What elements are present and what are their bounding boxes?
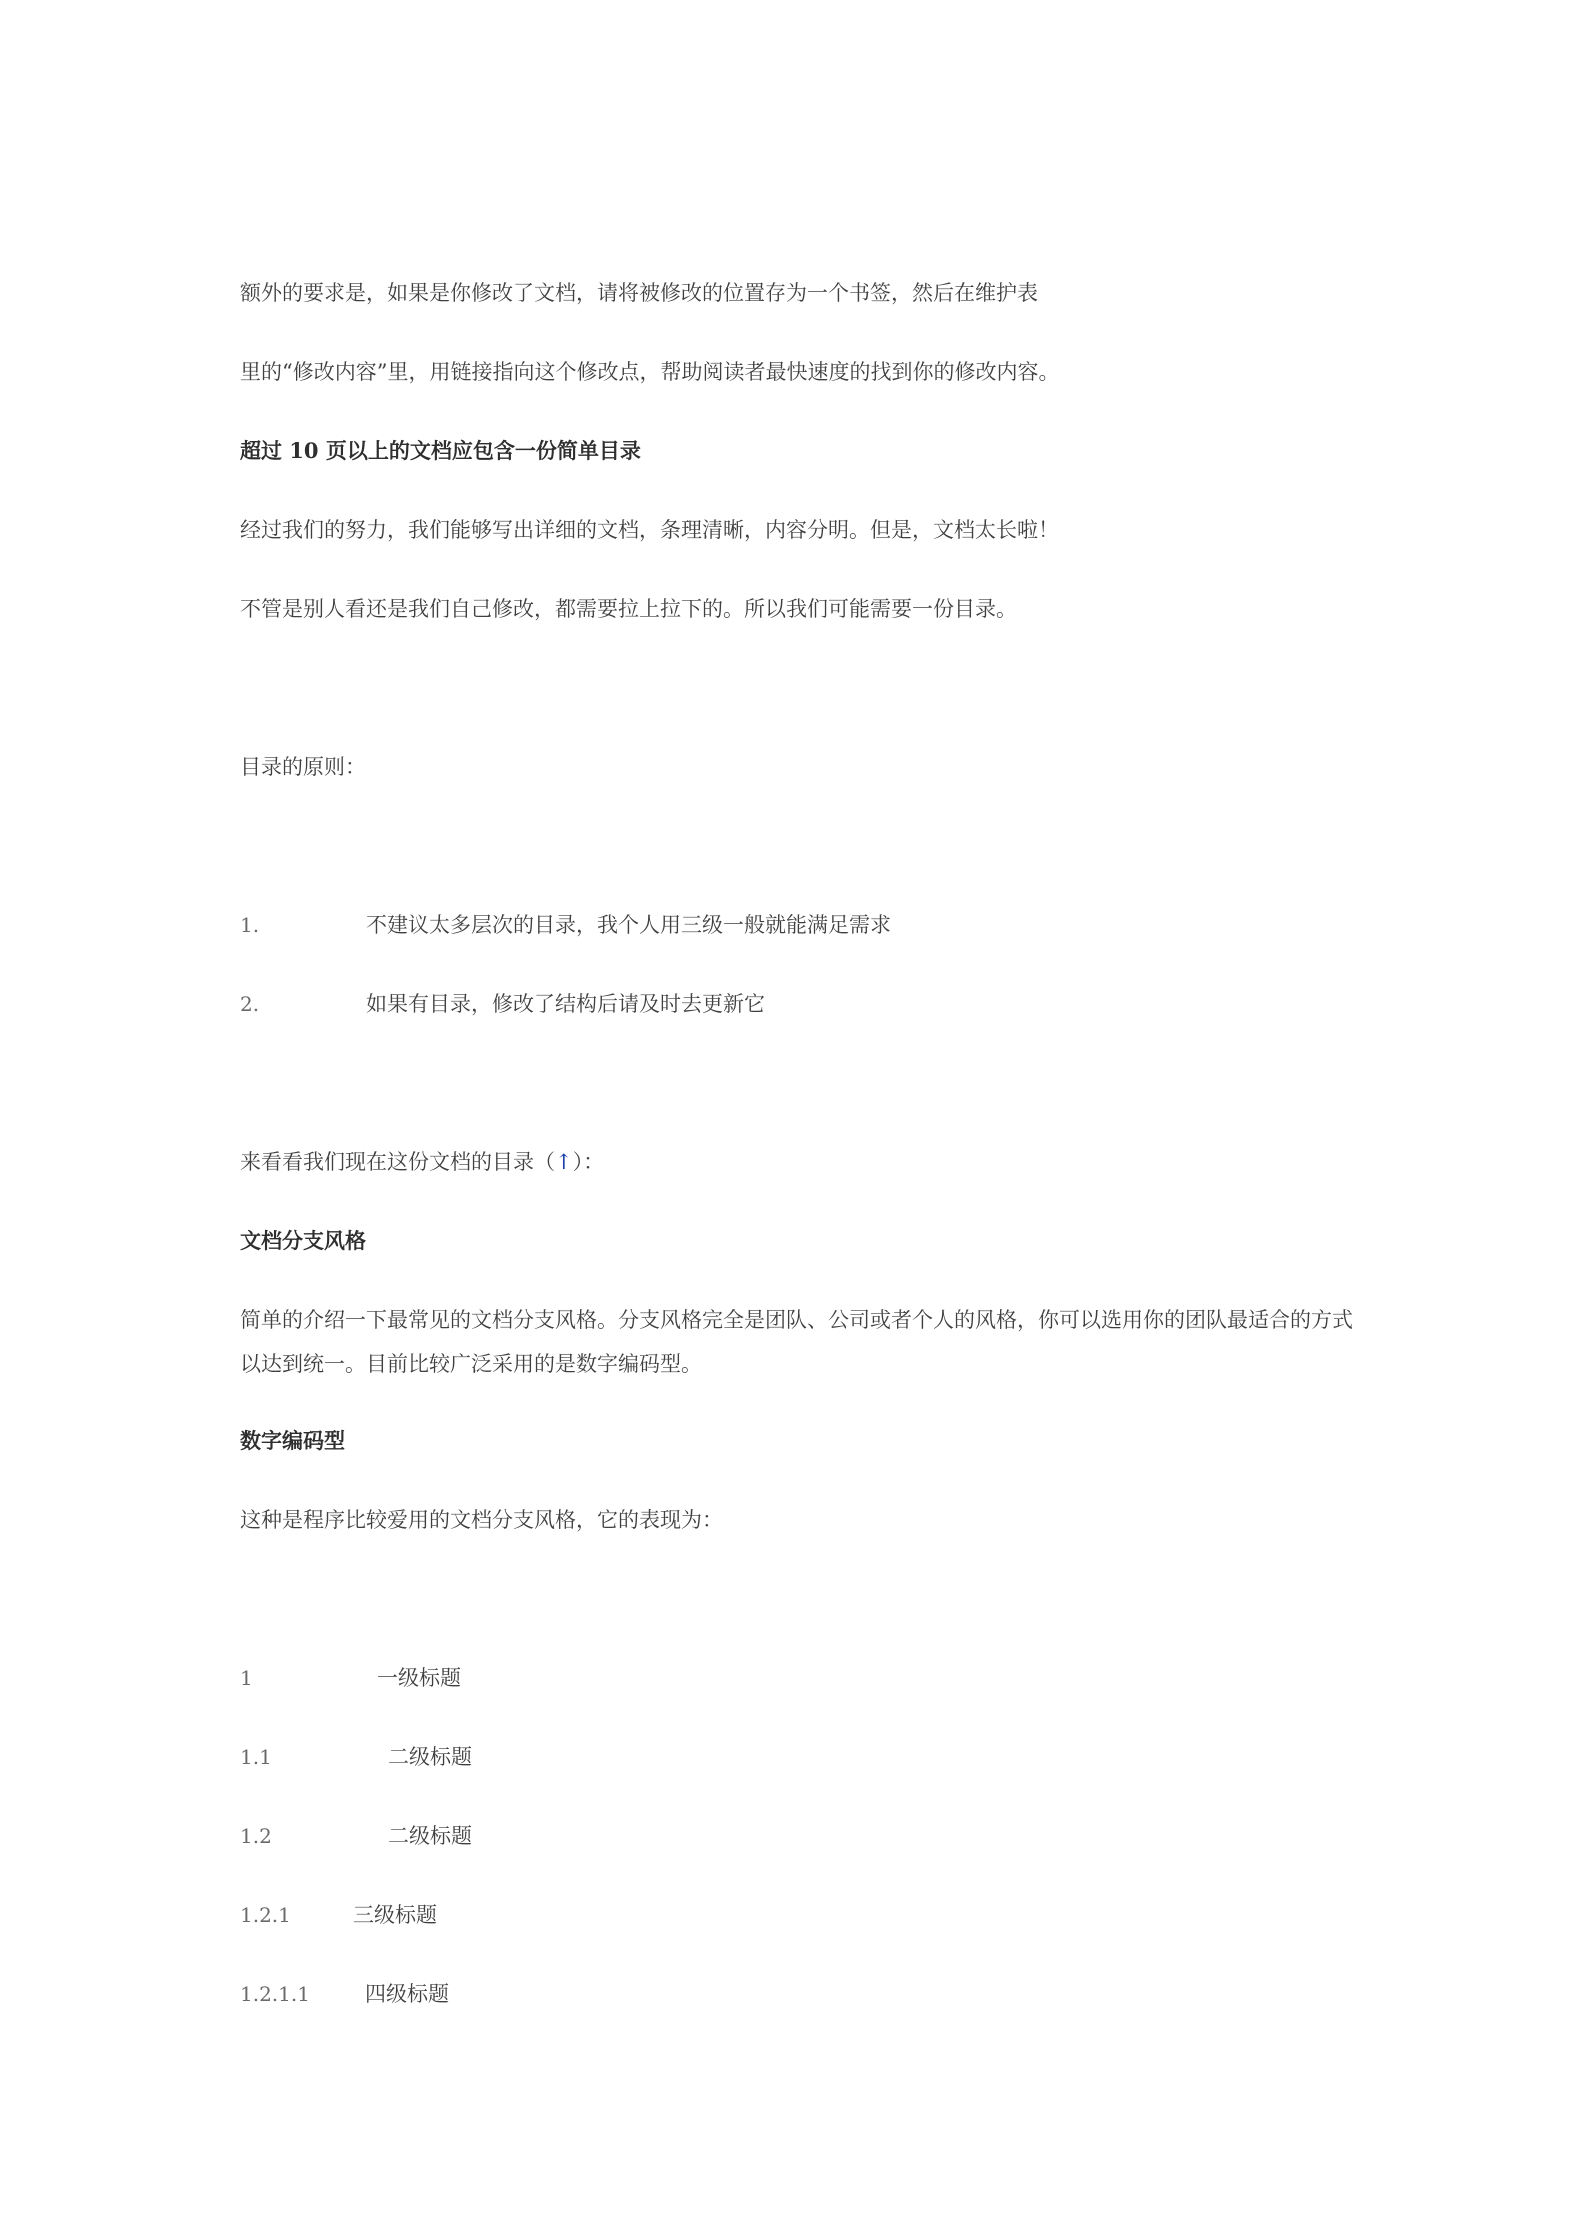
outline-number: 1.2 (240, 1824, 272, 1848)
heading-toc-requirement: 超过 10 页以上的文档应包含一份简单目录 (240, 438, 641, 463)
outline-number: 1.2.1 (240, 1903, 291, 1927)
outline-text: 三级标题 (353, 1903, 437, 1927)
outline-number: 1 (240, 1666, 253, 1690)
outline-text: 四级标题 (365, 1982, 449, 2006)
paragraph-numeric-coding-intro: 这种是程序比较爱用的文档分支风格，它的表现为： (240, 1508, 723, 1532)
up-arrow-link-icon[interactable]: ↑ (555, 1150, 573, 1174)
paragraph-bookmark-requirement-1: 额外的要求是，如果是你修改了文档，请将被修改的位置存为一个书签，然后在维护表 (240, 281, 1038, 305)
paragraph-current-toc (240, 1147, 604, 1177)
outline-text: 二级标题 (388, 1745, 472, 1769)
principle-text: 不建议太多层次的目录，我个人用三级一般就能满足需求 (366, 913, 891, 937)
principle-number: 1. (240, 913, 260, 937)
outline-number: 1.2.1.1 (240, 1982, 310, 2006)
outline-number: 1.1 (240, 1745, 272, 1769)
principle-number: 2. (240, 992, 260, 1016)
paragraph-toc-principles-intro: 目录的原则： (240, 755, 366, 779)
outline-text: 一级标题 (377, 1666, 461, 1690)
paragraph-bookmark-requirement-2: 里的“修改内容”里，用链接指向这个修改点，帮助阅读者最快速度的找到你的修改内容。 (240, 360, 1060, 384)
current-toc-text-after: ）： (572, 1150, 605, 1174)
principle-text: 如果有目录，修改了结构后请及时去更新它 (366, 992, 765, 1016)
paragraph-branch-style-intro: 简单的介绍一下最常见的文档分支风格。分支风格完全是团队、公司或者个人的风格，你可以选用你的团队最适合的方式以达到统一。目前比较广泛采用的是数字编码型。 (240, 1308, 1353, 1376)
heading-branch-style: 文档分支风格 (240, 1228, 366, 1253)
outline-text: 二级标题 (388, 1824, 472, 1848)
paragraph-document-too-long: 经过我们的努力，我们能够写出详细的文档，条理清晰，内容分明。但是，文档太长啦！ (240, 518, 1059, 542)
current-toc-text-before: 来看看我们现在这份文档的目录（ (240, 1150, 555, 1174)
paragraph-need-toc: 不管是别人看还是我们自己修改，都需要拉上拉下的。所以我们可能需要一份目录。 (240, 597, 1017, 621)
heading-numeric-coding: 数字编码型 (240, 1428, 345, 1453)
